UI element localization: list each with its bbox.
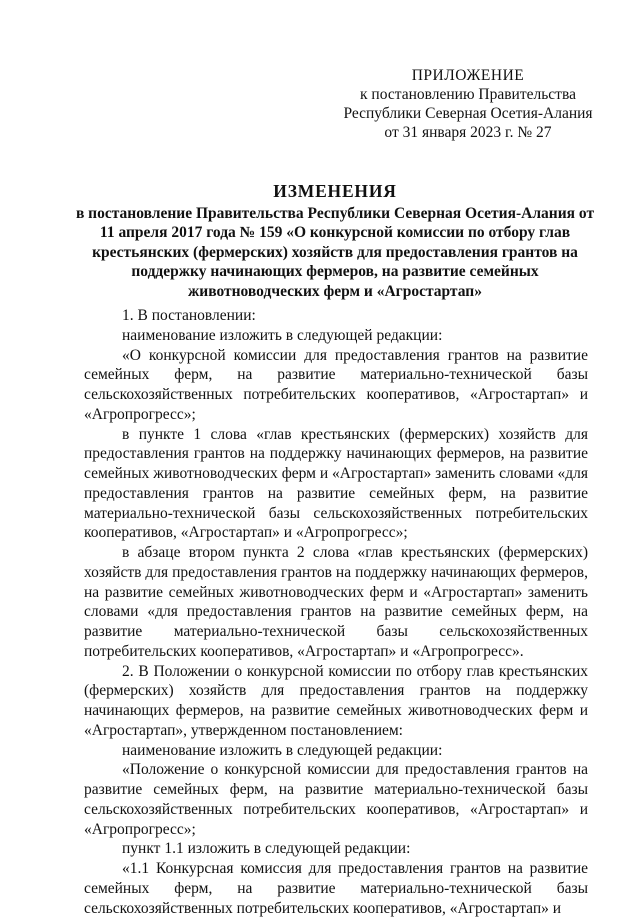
appendix-line-decree: к постановлению Правительства xyxy=(360,86,576,103)
document-body xyxy=(84,306,588,918)
paragraph-4: в пункте 1 слова «глав крестьянских (фермерских) хозяйств для предоставления грантов на поддержку начинающих фермеров, на развитие семейных животноводческих ферм и «Агростартап» заменить словами «для предоставления грантов на развитие семейных ферм, на развитие материально-технической базы сельскохозяйственных потребительских кооперативов, «Агростартап» и «Агропрогресс»; xyxy=(84,425,588,542)
appendix-title: ПРИЛОЖЕНИЕ xyxy=(411,67,525,84)
paragraph-10: «1.1 Конкурсная комиссия для предоставления грантов на развитие семейных ферм, на развитие материально-технической базы сельскохозяйственных потребительских кооперативов, «Агростартап» и xyxy=(84,860,588,917)
appendix-line-republic: Республики Северная Осетия-Алания xyxy=(343,105,593,122)
heading-title: ИЗМЕНЕНИЯ xyxy=(273,181,397,201)
document-heading xyxy=(70,182,600,301)
appendix-block xyxy=(330,66,606,142)
appendix-line-date: от 31 января 2023 г. № 27 xyxy=(384,124,552,141)
paragraph-8: «Положение о конкурсной комиссии для предоставления грантов на развитие семейных ферм, на развитие материально-технической базы сельскохозяйственных потребительских кооперативов, «Агростартап» и «Агропрогресс»; xyxy=(84,761,588,838)
paragraph-3: «О конкурсной комиссии для предоставления грантов на развитие семейных ферм, на развитие материально-технической базы сельскохозяйственных потребительских кооперативов, «Агростартап» и «Агропрогресс»; xyxy=(84,346,588,423)
heading-subtitle: в постановление Правительства Республики Северная Осетия-Алания от 11 апреля 2017 года № 159 «О конкурсной комиссии по отбору глав крестьянских (фермерских) хозяйств для предоставления грантов на поддержку начинающих фермеров, на развитие семейных животноводческих ферм и «Агростартап» xyxy=(75,204,595,300)
paragraph-1: 1. В постановлении: xyxy=(122,307,256,324)
paragraph-9: пункт 1.1 изложить в следующей редакции: xyxy=(122,840,411,858)
paragraph-5: в абзаце втором пункта 2 слова «глав крестьянских (фермерских) хозяйств для предоставления грантов на поддержку начинающих фермеров, на развитие семейных животноводческих ферм и «Агростартап» заменить словами «для предоставления грантов на развитие семейных ферм, на развитие материально-технической базы сельскохозяйственных потребительских кооперативов, «Агростартап» и «Агропрогресс». xyxy=(84,544,588,660)
paragraph-6: 2. В Положении о конкурсной комиссии по отбору глав крестьянских (фермерских) хозяйств для предоставления грантов на поддержку начинающих фермеров, на развитие семейных животноводческих ферм и «Агростартап», утвержденном постановлением: xyxy=(84,662,588,739)
paragraph-2: наименование изложить в следующей редакции: xyxy=(122,326,443,344)
paragraph-7: наименование изложить в следующей редакции: xyxy=(122,741,443,759)
